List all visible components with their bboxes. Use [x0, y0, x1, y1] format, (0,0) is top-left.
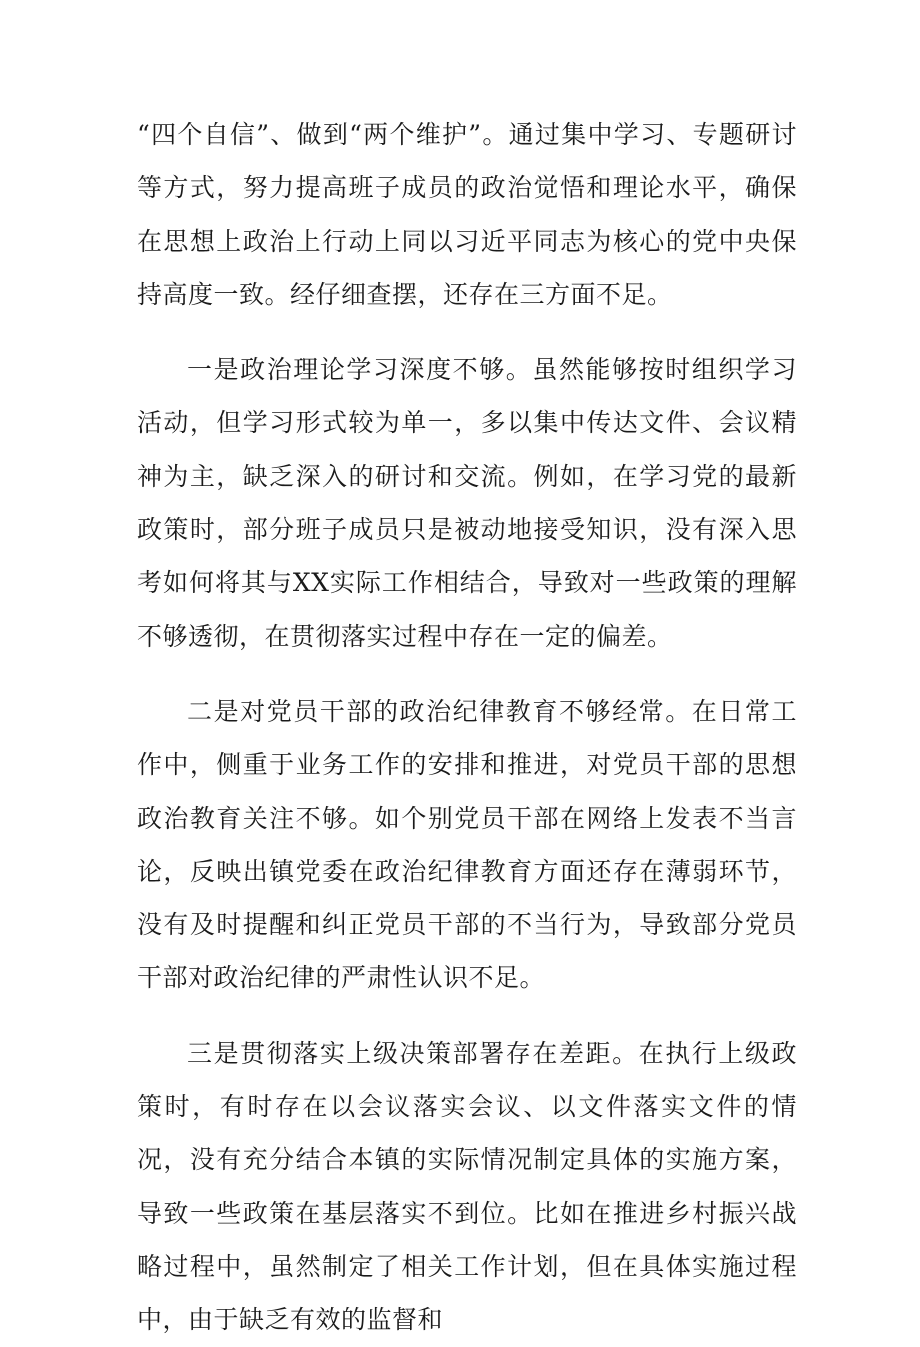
paragraph-point-one: 一是政治理论学习深度不够。虽然能够按时组织学习活动，但学习形式较为单一，多以集中传达文件、会议精神为主，缺乏深入的研讨和交流。例如，在学习党的最新政策时，部分班子成员只是被动地接受知识，没有深入思考如何将其与XX实际工作相结合，导致对一些政策的理解不够透彻，在贯彻落实过程中存在一定的偏差。	[137, 355, 797, 651]
paragraph-point-three: 三是贯彻落实上级决策部署存在差距。在执行上级政策时，有时存在以会议落实会议、以文件落实文件的情况，没有充分结合本镇的实际情况制定具体的实施方案，导致一些政策在基层落实不到位。比如在推进乡村振兴战略过程中，虽然制定了相关工作计划，但在具体实施过程中，由于缺乏有效的监督和	[137, 1038, 797, 1335]
paragraph-point-two: 二是对党员干部的政治纪律教育不够经常。在日常工作中，侧重于业务工作的安排和推进，对党员干部的思想政治教育关注不够。如个别党员干部在网络上发表不当言论，反映出镇党委在政治纪律教育方面还存在薄弱环节，没有及时提醒和纠正党员干部的不当行为，导致部分党员干部对政治纪律的严肃性认识不足。	[137, 696, 797, 993]
document-body	[137, 108, 797, 1347]
paragraph-intro: “四个自信”、做到“两个维护”。通过集中学习、专题研讨等方式，努力提高班子成员的政治觉悟和理论水平，确保在思想上政治上行动上同以习近平同志为核心的党中央保持高度一致。经仔细查摆，还存在三方面不足。	[137, 120, 797, 309]
